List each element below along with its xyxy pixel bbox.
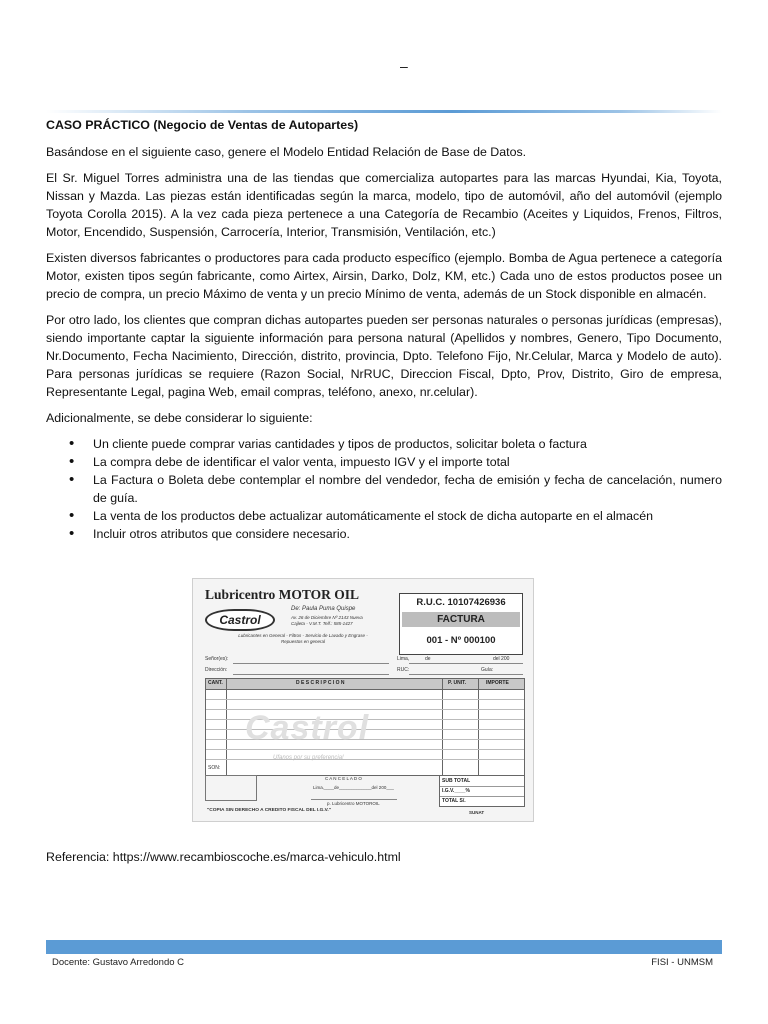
list-item: • La venta de los productos debe actualizar automáticamente el stock de dicha autoparte en el almacén	[93, 507, 722, 525]
list-item: • Un cliente puede comprar varias cantidades y tipos de productos, solicitar boleta o factura	[93, 435, 722, 453]
del-label: del 200	[493, 656, 510, 662]
header-cant: CANT.	[208, 680, 223, 686]
ruc-box	[399, 593, 523, 655]
ruc-number: R.U.C. 10107426936	[416, 597, 506, 608]
intro-paragraph: Basándose en el siguiente caso, genere el Modelo Entidad Relación de Base de Datos.	[46, 145, 527, 159]
totals-box	[439, 775, 525, 807]
invoice-image	[192, 578, 534, 822]
senor-line	[233, 663, 389, 664]
invoice-number: 001 - Nº 000100	[426, 635, 496, 646]
castrol-watermark: Castrol	[245, 709, 370, 747]
header-dash: –	[400, 58, 408, 74]
footer-bar	[46, 940, 722, 954]
reference-block	[46, 848, 722, 874]
paragraph-manufacturers: Existen diversos fabricantes o productores para cada producto específico (ejemplo. Bomba de Agua pertenece a categoría Motor, existen tipos según fabricante, como Airtex, Airsin, Darko, Dolz, KM, etc.) Cada uno de estos productos posee un precio de compra, un precio Máximo de venta y un precio Mínimo de venta, además de un Stock disponible en almacén.	[46, 251, 722, 301]
cancelado-label: C A N C E L A D O	[325, 776, 362, 781]
total-row: TOTAL S/.	[442, 798, 466, 804]
header-punit: P. UNIT.	[448, 680, 466, 686]
row-divider	[206, 749, 524, 750]
doc-type: FACTURA	[402, 612, 520, 627]
date-line	[409, 663, 523, 664]
document-body	[46, 116, 722, 551]
reference-text: Referencia: https://www.recambioscoche.es/marca-vehiculo.html	[46, 850, 401, 864]
subtotal-row: SUB TOTAL	[440, 776, 524, 787]
watermark-subtitle: Ufanos por su preferencia!	[273, 755, 344, 761]
row-divider	[206, 759, 524, 760]
senor-label: Señor(es):	[205, 656, 229, 662]
invoice-owner: De: Paula Puma Quispe	[291, 606, 356, 612]
list-item: • La Factura o Boleta debe contemplar el nombre del vendedor, fecha de emisión y fecha de cancelación, numero de guía.	[93, 471, 722, 507]
invoice-table-header	[206, 679, 524, 690]
guia-label: Guía:	[481, 667, 494, 673]
de-label: de	[425, 656, 431, 662]
printer-stamp	[205, 775, 257, 801]
col-divider	[226, 679, 227, 775]
list-item: • Incluir otros atributos que considere necesario.	[93, 525, 722, 543]
ruc-label: RUC:	[397, 667, 410, 673]
invoice-brand: Lubricentro MOTOR OIL	[205, 587, 360, 602]
direccion-label: Dirección:	[205, 667, 228, 673]
direccion-line	[233, 674, 389, 675]
col-divider	[442, 679, 443, 775]
cancel-date: Lima,____de_____________del 200___	[313, 785, 394, 790]
col-divider	[478, 679, 479, 775]
invoice-slogan: Lubricantes en General - Filtros - Servicio de Lavado y Engrase - Repuestos en general	[238, 633, 368, 644]
footer-institution: FISI - UNMSM	[651, 957, 713, 968]
paragraph-clients: Por otro lado, los clientes que compran dichas autopartes pueden ser personas naturales o personas jurídicas (empresas), siendo importante captar la siguiente información para persona natural (Apellidos y nombres, Genero, Tipo Documento, Nr.Documento, Fecha Nacimiento, Dirección, distrito, provincia, Dpto. Telefono Fijo, Nr.Celular, Marca y Modelo de auto). Para personas jurídicas se requiere (Razon Social, NrRUC, Direccion Fiscal, Dpto, Prov, Distrito, Giro de empresa, Representante Legal, pagina Web, email compras, teléfono, anexo, nr.celular).	[46, 313, 722, 399]
copy-note: "COPIA SIN DERECHO A CREDITO FISCAL DEL I.G.V."	[207, 808, 332, 813]
header-divider	[46, 110, 722, 113]
p-lubricentro: p. Lubricentro MOTOROIL	[327, 801, 380, 806]
requirements-list	[46, 435, 722, 543]
row-divider	[206, 699, 524, 700]
sunat-label: SUNAT	[469, 810, 485, 815]
ruc-line	[409, 674, 523, 675]
igv-row: I.G.V.____%	[440, 786, 524, 797]
additional-heading: Adicionalmente, se debe considerar lo siguiente:	[46, 411, 313, 425]
son-label: SON:	[208, 765, 221, 771]
footer-teacher: Docente: Gustavo Arredondo C	[52, 957, 185, 968]
signature-line	[311, 799, 397, 800]
paragraph-brands: El Sr. Miguel Torres administra una de las tiendas que comercializa autopartes para las marcas Hyundai, Kia, Toyota, Nissan y Mazda. Las piezas están identificadas según la marca, modelo, tipo de automóvil, año del automóvil (ejemplo Toyota Corolla 2015). A la vez cada pieza pertenece a una Categoría de Recambio (Aceites y Liquidos, Frenos, Filtros, Motor, Encendido, Suspensión, Carrocería, Interior, Transmisión, Ventilación, etc.)	[46, 171, 722, 239]
lima-label: Lima,	[397, 656, 410, 662]
castrol-logo: Castrol	[205, 609, 275, 631]
list-item: • La compra debe de identificar el valor venta, impuesto IGV y el importe total	[93, 453, 722, 471]
header-desc: D E S C R I P C I O N	[296, 680, 345, 686]
invoice-address: Av. 26 de Diciembre Nº 2143 Nueva Cajleta - V.M.T. Telf.: 585-1427	[291, 615, 363, 626]
document-title: CASO PRÁCTICO (Negocio de Ventas de Autopartes)	[46, 118, 359, 132]
header-importe: IMPORTE	[486, 680, 509, 686]
